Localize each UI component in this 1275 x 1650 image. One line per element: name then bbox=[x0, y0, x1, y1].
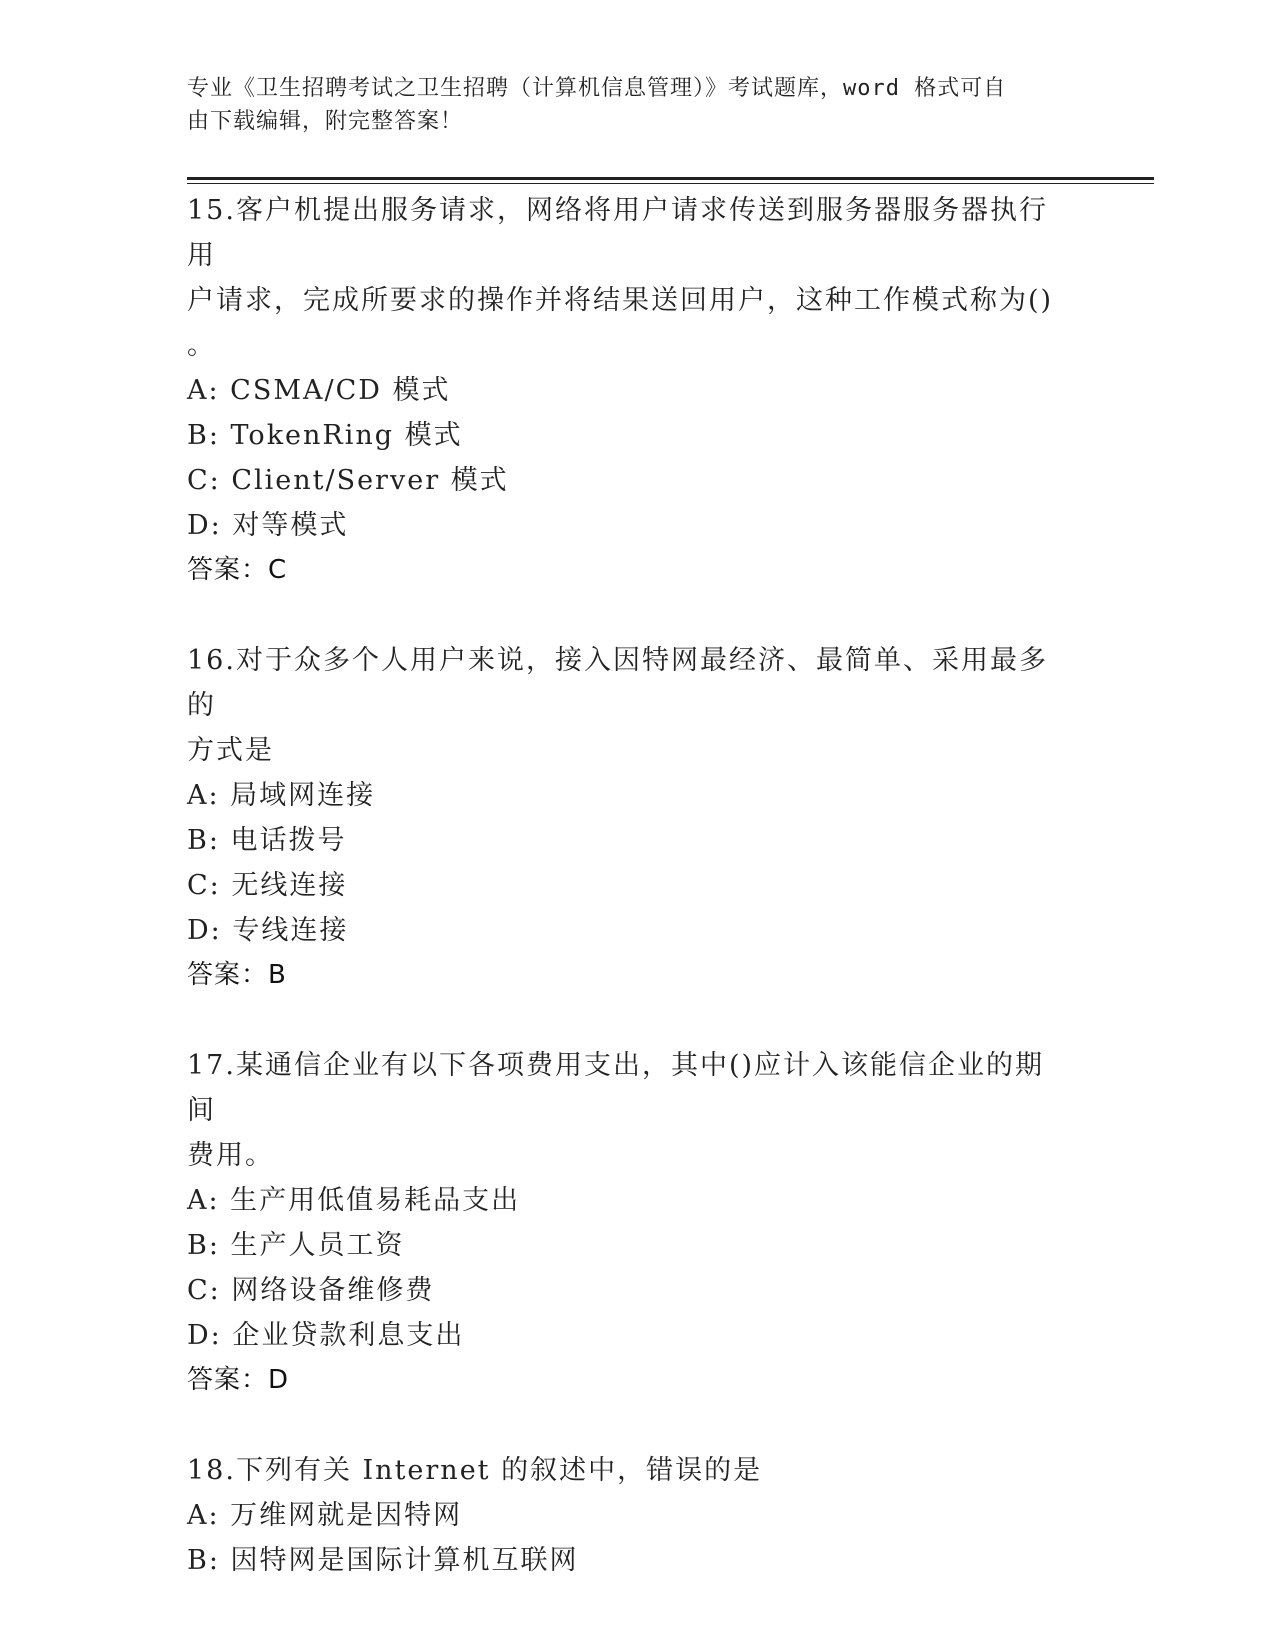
question-17 bbox=[187, 1043, 1087, 1403]
question-15-text bbox=[187, 188, 1067, 368]
header-line-1: 专业《卫生招聘考试之卫生招聘（计算机信息管理）》考试题库，word 格式可自 bbox=[187, 76, 1007, 101]
question-18 bbox=[187, 1448, 1087, 1583]
question-18-option-b: B: 因特网是国际计算机互联网 bbox=[187, 1545, 579, 1576]
question-15-option-d: D: 对等模式 bbox=[187, 510, 349, 541]
question-16-option-b: B: 电话拨号 bbox=[187, 825, 347, 856]
header-divider-thick bbox=[187, 177, 1154, 180]
question-spacer bbox=[187, 593, 1087, 638]
question-16-answer: 答案：B bbox=[187, 960, 287, 990]
question-text-line: 17.某通信企业有以下各项费用支出，其中()应计入该能信企业的期间 bbox=[187, 1050, 1045, 1126]
question-16 bbox=[187, 638, 1087, 998]
question-text-line: 户请求，完成所要求的操作并将结果送回用户，这种工作模式称为() bbox=[187, 285, 1054, 316]
question-15-option-c: C: Client/Server 模式 bbox=[187, 465, 509, 496]
question-17-option-c: C: 网络设备维修费 bbox=[187, 1275, 435, 1306]
question-spacer bbox=[187, 1403, 1087, 1448]
question-15-option-a: A: CSMA/CD 模式 bbox=[187, 375, 451, 406]
header-line-2: 由下载编辑，附完整答案！ bbox=[187, 109, 464, 134]
question-17-option-b: B: 生产人员工资 bbox=[187, 1230, 405, 1261]
question-text-line: 16.对于众多个人用户来说，接入因特网最经济、最简单、采用最多的 bbox=[187, 645, 1048, 721]
question-17-answer: 答案：D bbox=[187, 1365, 290, 1395]
question-17-option-d: D: 企业贷款利息支出 bbox=[187, 1320, 465, 1351]
question-15 bbox=[187, 188, 1087, 593]
question-text-line: 方式是 bbox=[187, 735, 274, 766]
question-text-line: 15.客户机提出服务请求，网络将用户请求传送到服务器服务器执行用 bbox=[187, 195, 1048, 271]
question-16-text bbox=[187, 638, 1067, 773]
question-17-option-a: A: 生产用低值易耗品支出 bbox=[187, 1185, 521, 1216]
header-divider-thin bbox=[187, 183, 1154, 184]
question-16-option-d: D: 专线连接 bbox=[187, 915, 349, 946]
question-18-text bbox=[187, 1448, 1067, 1493]
question-text-line: 18.下列有关 Internet 的叙述中，错误的是 bbox=[187, 1455, 763, 1486]
document-header bbox=[187, 72, 1067, 138]
question-16-option-a: A: 局域网连接 bbox=[187, 780, 376, 811]
question-18-option-a: A: 万维网就是因特网 bbox=[187, 1500, 463, 1531]
question-spacer bbox=[187, 998, 1087, 1043]
question-15-option-b: B: TokenRing 模式 bbox=[187, 420, 463, 451]
question-text-line: 费用。 bbox=[187, 1140, 274, 1171]
question-17-text bbox=[187, 1043, 1067, 1178]
question-text-line: 。 bbox=[187, 330, 216, 361]
question-list bbox=[187, 188, 1087, 1583]
question-16-option-c: C: 无线连接 bbox=[187, 870, 348, 901]
question-15-answer: 答案：C bbox=[187, 555, 288, 585]
